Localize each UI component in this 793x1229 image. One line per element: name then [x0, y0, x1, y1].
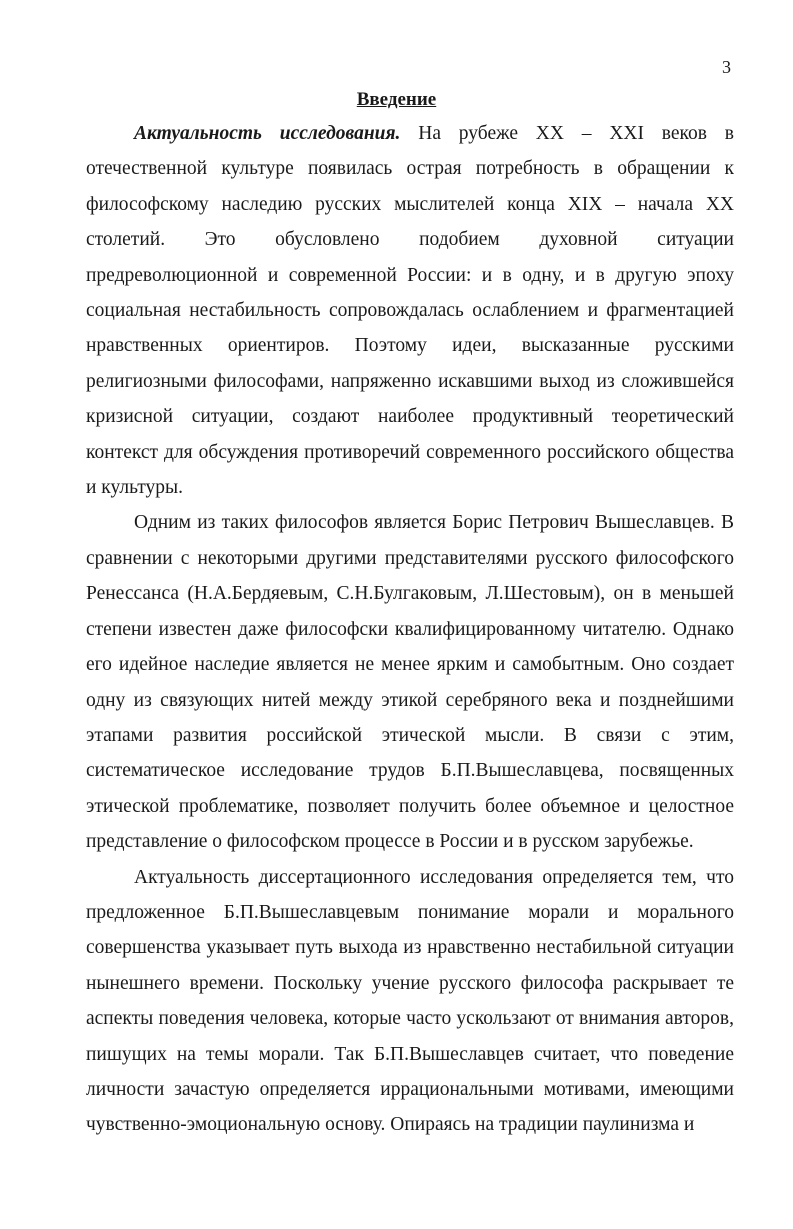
page-number: 3: [722, 57, 731, 77]
section-title: Введение: [356, 89, 437, 110]
paragraph-vysheslavtsev: Одним из таких философов является Борис Петрович Вышеславцев. В сравнении с некоторыми другими представителями русского философского Ренессанса (Н.А.Бердяевым, С.Н.Булгаковым, Л.Шестовым), он в меньшей степени известен даже философски квалифицированному читателю. Однако его идейное наследие является не менее ярким и самобытным. Оно создает одну из связующих нитей между этикой серебряного века и позднейшими этапами развития российской этической мысли. В связи с этим, систематическое исследование трудов Б.П.Вышеславцева, посвященных этической проблематике, позволяет получить более объемное и целостное представление о философском процессе в России и в русском зарубежье.: [86, 512, 734, 853]
paragraph-text: На рубеже XX – XXI веков в отечественной культуре появилась острая потребность в обращении к философскому наследию русских мыслителей конца XIX – начала XX столетий. Это обусловлено подобием духовной ситуации предреволюционной и современной России: и в одну, и в другую эпоху социальная нестабильность сопровождалась ослаблением и фрагментацией нравственных ориентиров. Поэтому идеи, высказанные русскими религиозными философами, напряженно искавшими выход из сложившейся кризисной ситуации, создают наиболее продуктивный теоретический контекст для обсуждения противоречий современного российского общества и культуры.: [86, 123, 734, 499]
paragraph-dissertation-relevance: Актуальность диссертационного исследования определяется тем, что предложенное Б.П.Вышеславцевым понимание морали и морального совершенства указывает путь выхода из нравственно нестабильной ситуации нынешнего времени. Поскольку учение русского философа раскрывает те аспекты поведения человека, которые часто ускользают от внимания авторов, пишущих на темы морали. Так Б.П.Вышеславцев считает, что поведение личности зачастую определяется иррациональными мотивами, имеющими чувственно-эмоциональную основу. Опираясь на традиции паулинизма и: [86, 866, 734, 1136]
body-text: [86, 116, 734, 1143]
paragraph-relevance: [86, 116, 734, 505]
paragraph-lead: Актуальность исследования.: [134, 123, 401, 144]
